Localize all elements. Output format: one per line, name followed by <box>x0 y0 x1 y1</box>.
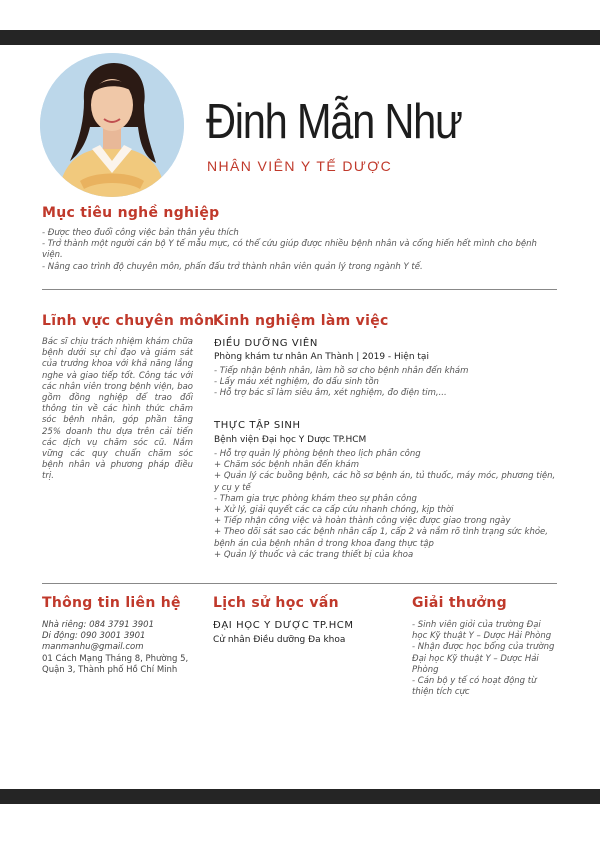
divider <box>42 289 557 290</box>
bottom-bar <box>0 789 600 804</box>
objective-line: - Được theo đuổi công việc bản thân yêu thích <box>42 228 239 238</box>
awards-heading: Giải thưởng <box>412 595 507 611</box>
list-item: + Tiếp nhận công việc và hoàn thành công việc được giao trong ngày <box>214 516 511 527</box>
list-item: - Hỗ trợ quản lý phòng bệnh theo lịch phân công <box>214 449 421 459</box>
list-item: + Theo dõi sát sao các bệnh nhân cấp 1, cấp 2 và nắm rõ tình trạng sức khỏe, bệnh án của bệnh nhân ở trong khoa đang thực tập <box>214 527 548 549</box>
awards-list <box>412 620 558 698</box>
candidate-name: Đinh Mẫn Như <box>206 95 462 149</box>
home-phone: Nhà riêng: 084 3791 3901 <box>42 620 154 630</box>
address: 01 Cách Mạng Tháng 8, Phường 5, Quận 3, Thành phố Hồ Chí Minh <box>42 653 189 675</box>
job-duties <box>214 449 559 561</box>
list-item: - Tham gia trực phòng khám theo sự phân công <box>214 493 417 504</box>
job-duties <box>214 366 559 400</box>
objective-line: - Nâng cao trình độ chuyên môn, phấn đấu trở thành nhân viên quản lý trong ngành Y tế. <box>42 261 423 272</box>
contact-heading: Thông tin liên hệ <box>42 595 181 611</box>
divider <box>42 583 557 584</box>
objective-heading: Mục tiêu nghề nghiệp <box>42 205 220 221</box>
expertise-heading: Lĩnh vực chuyên môn <box>42 313 215 329</box>
expertise-text: Bác sĩ chịu trách nhiệm khám chữa bệnh dưới sự chỉ đạo và giám sát của trưởng khoa với khả năng lắng nghe và giao tiếp tốt. Công tác với các nhân viên trong bệnh viện, bao gồm đồng nghiệp để trao đổi thông tin về các hình thức chăm sóc bệnh nhân, góp phần tăng 25% doanh thu dựa trên cải tiến các dịch vụ chăm sóc cũ. Nắm vững các quy chuẩn chăm sóc bệnh nhân và phương pháp điều trị. <box>42 337 193 482</box>
list-item: + Chăm sóc bệnh nhân đến khám <box>214 460 360 471</box>
job-title: THỰC TẬP SINH <box>214 420 301 431</box>
list-item: + Xử lý, giải quyết các ca cấp cứu nhanh chóng, kịp thời <box>214 505 454 516</box>
person-illustration <box>40 53 184 197</box>
profile-photo <box>40 53 184 197</box>
mobile-phone: Di động: 090 3001 3901 <box>42 631 146 642</box>
contact-info <box>42 620 192 676</box>
objective-text <box>42 228 557 273</box>
email-link[interactable]: manmanhu@gmail.com <box>42 642 144 653</box>
school-name: ĐẠI HỌC Y DƯỢC TP.HCM <box>213 620 354 631</box>
list-item: - Sinh viên giỏi của trường Đại học Kỹ thuật Y – Dược Hải Phòng <box>412 620 552 642</box>
list-item: + Quản lý các buồng bệnh, các hồ sơ bệnh án, tủ thuốc, máy móc, phương tiện, y cụ y tế <box>214 471 556 493</box>
degree: Cử nhân Điều dưỡng Đa khoa <box>213 635 346 645</box>
top-bar <box>0 30 600 45</box>
list-item: - Hỗ trợ bác sĩ làm siêu âm, xét nghiệm, đo điện tim,... <box>214 388 447 399</box>
experience-heading: Kinh nghiệm làm việc <box>213 313 389 329</box>
objective-line: - Trở thành một người cán bộ Y tế mẫu mực, có thể cứu giúp được nhiều bệnh nhân và cống hiến hết mình cho bệnh viện. <box>42 239 537 261</box>
list-item: - Tiếp nhận bệnh nhân, làm hồ sơ cho bệnh nhân đến khám <box>214 366 469 376</box>
list-item: - Cán bộ y tế có hoạt động từ thiện tích cực <box>412 676 537 698</box>
education-heading: Lịch sử học vấn <box>213 595 339 611</box>
job-place: Phòng khám tư nhân An Thành | 2019 - Hiện tại <box>214 352 429 362</box>
job-title: ĐIỀU DƯỠNG VIÊN <box>214 338 318 349</box>
list-item: + Quản lý thuốc và các trang thiết bị của khoa <box>214 549 414 560</box>
list-item: - Nhận được học bổng của trường Đại học Kỹ thuật Y – Dược Hải Phòng <box>412 642 555 675</box>
candidate-role: NHÂN VIÊN Y TẾ DƯỢC <box>207 158 393 174</box>
list-item: - Lấy máu xét nghiệm, đo dấu sinh tồn <box>214 377 379 388</box>
job-place: Bệnh viện Đại học Y Dược TP.HCM <box>214 435 367 445</box>
